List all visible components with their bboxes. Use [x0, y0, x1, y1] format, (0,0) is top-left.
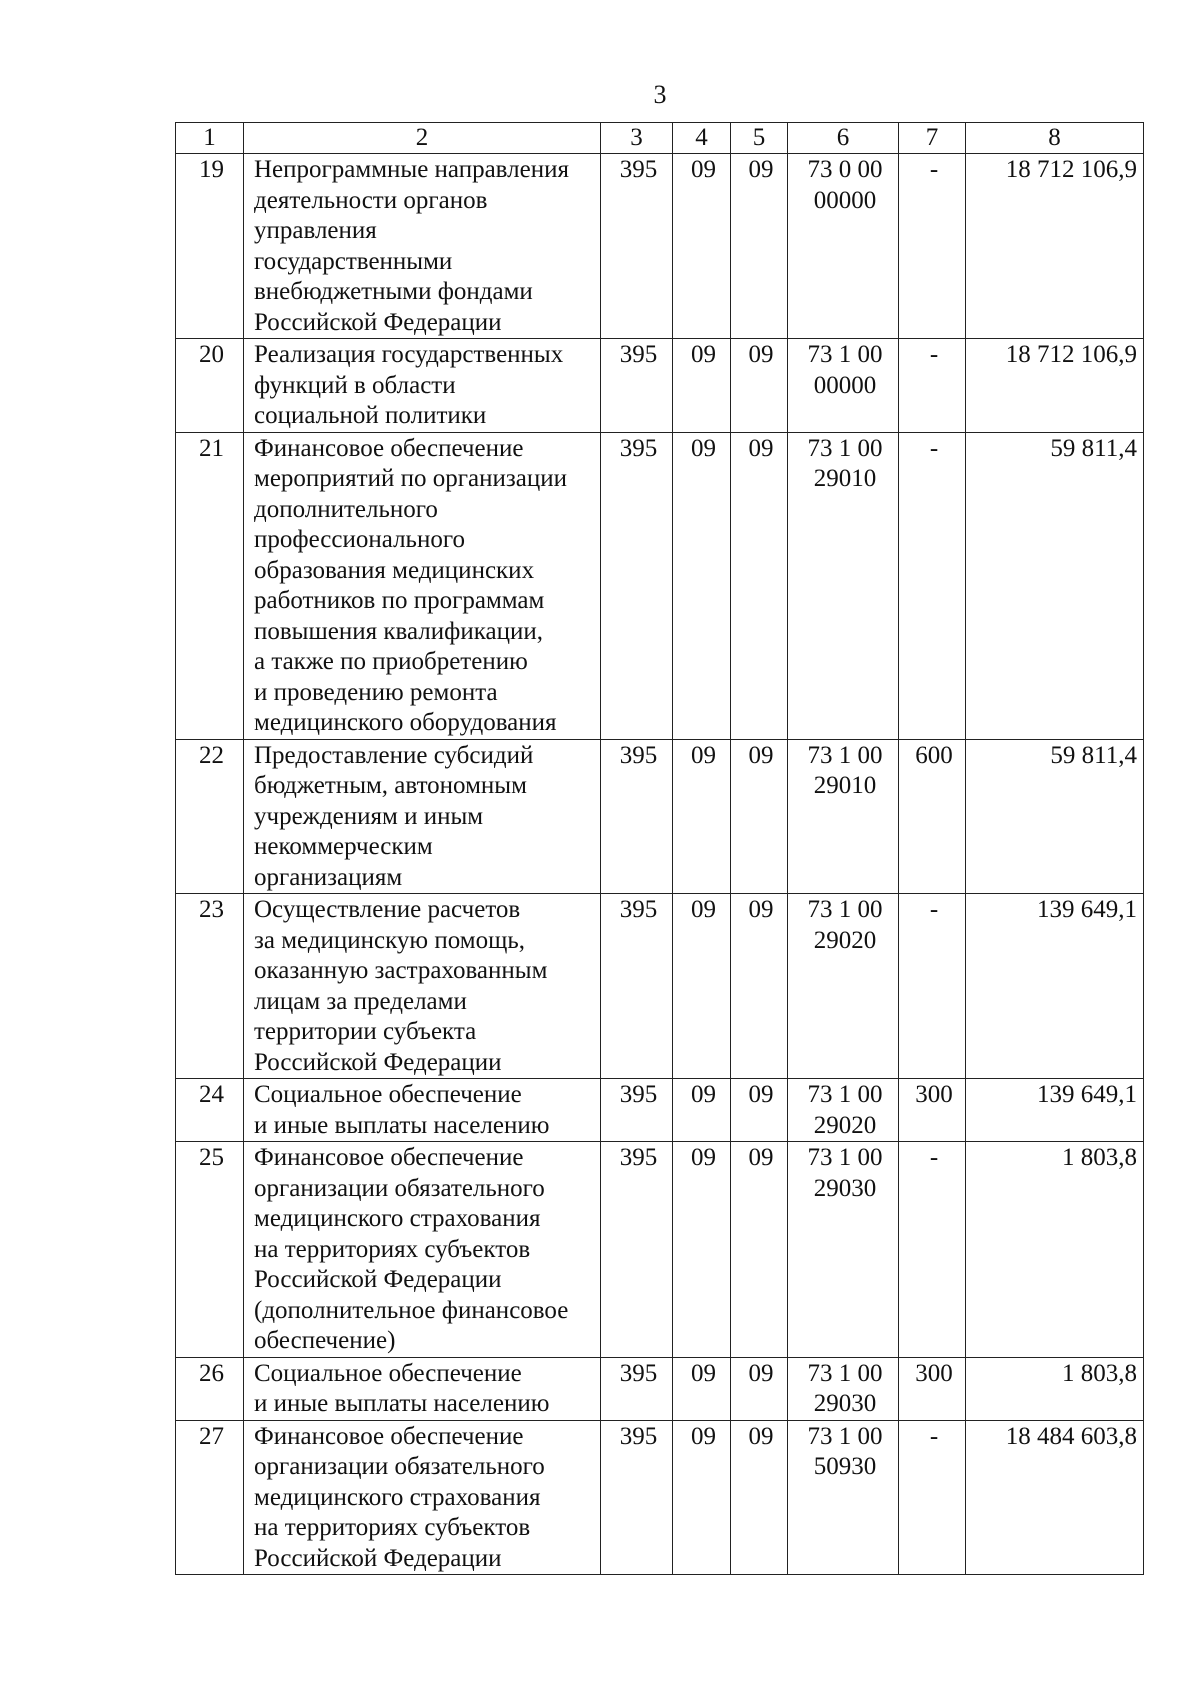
target-article-line: 50930 — [813, 1453, 877, 1480]
row-name-line: медицинского страхования — [254, 1205, 541, 1232]
row-name-line: организации обязательного — [254, 1453, 545, 1480]
target-article-line: 29030 — [813, 1390, 877, 1417]
subsection-code-cell: 09 — [731, 339, 788, 433]
expense-type-cell: - — [899, 154, 966, 339]
chapter-code-cell: 395 — [601, 1079, 673, 1142]
target-article-cell — [788, 1142, 899, 1358]
header-cell-6: 6 — [788, 123, 899, 154]
amount-cell: 18 712 106,9 — [966, 339, 1144, 433]
target-article-line: 73 1 00 — [807, 741, 883, 769]
row-name-line: Социальное обеспечение — [254, 1359, 522, 1387]
row-name-line: деятельности органов — [254, 186, 488, 214]
chapter-code-cell: 395 — [601, 1420, 673, 1575]
row-name-line: Финансовое обеспечение — [254, 1144, 524, 1171]
row-name-line: медицинского оборудования — [254, 709, 557, 736]
row-number-cell: 27 — [176, 1420, 244, 1575]
table-body — [176, 154, 1144, 1575]
row-name-line: Реализация государственных — [254, 341, 564, 368]
row-name-line: Российской Федерации — [254, 1266, 502, 1293]
table-row — [176, 894, 1144, 1079]
target-article-cell — [788, 894, 899, 1079]
target-article-line: 29020 — [813, 926, 877, 954]
row-name-line: Российской Федерации — [254, 1544, 502, 1572]
section-code-cell: 09 — [673, 1142, 731, 1358]
row-name-line: внебюджетными фондами — [254, 278, 533, 305]
amount-cell: 59 811,4 — [966, 432, 1144, 739]
expense-type-cell: 600 — [899, 739, 966, 894]
expense-type-cell: 300 — [899, 1079, 966, 1142]
table-row — [176, 154, 1144, 339]
subsection-code-cell: 09 — [731, 1357, 788, 1420]
section-code-cell: 09 — [673, 339, 731, 433]
table-row — [176, 432, 1144, 739]
header-row — [176, 123, 1144, 154]
row-name-cell — [244, 894, 601, 1079]
header-cell-1: 1 — [176, 123, 244, 154]
row-name-line: государственными — [254, 247, 453, 275]
target-article-cell — [788, 1079, 899, 1142]
target-article-cell — [788, 1420, 899, 1575]
amount-cell: 139 649,1 — [966, 1079, 1144, 1142]
row-name-line: профессионального — [254, 526, 465, 553]
row-name-line: обеспечение) — [254, 1327, 396, 1354]
header-cell-3: 3 — [601, 123, 673, 154]
header-cell-4: 4 — [673, 123, 731, 154]
subsection-code-cell: 09 — [731, 739, 788, 894]
section-code-cell: 09 — [673, 154, 731, 339]
chapter-code-cell: 395 — [601, 432, 673, 739]
row-name-line: и иные выплаты населению — [254, 1390, 550, 1417]
target-article-line: 73 1 00 — [807, 1422, 883, 1450]
header-cell-8: 8 — [966, 123, 1144, 154]
table-row — [176, 1420, 1144, 1575]
chapter-code-cell: 395 — [601, 894, 673, 1079]
row-number-cell: 26 — [176, 1357, 244, 1420]
chapter-code-cell: 395 — [601, 1357, 673, 1420]
row-number-cell: 20 — [176, 339, 244, 433]
target-article-line: 29010 — [813, 465, 877, 492]
row-name-line: образования медицинских — [254, 556, 535, 584]
section-code-cell: 09 — [673, 432, 731, 739]
row-number-cell: 19 — [176, 154, 244, 339]
row-number-cell: 21 — [176, 432, 244, 739]
target-article-line: 29030 — [813, 1174, 877, 1202]
target-article-line: 73 1 00 — [807, 341, 883, 368]
subsection-code-cell: 09 — [731, 154, 788, 339]
target-article-line: 00000 — [813, 186, 877, 214]
section-code-cell: 09 — [673, 894, 731, 1079]
target-article-line: 00000 — [813, 371, 877, 399]
row-number-cell: 23 — [176, 894, 244, 1079]
row-name-line: мероприятий по организации — [254, 465, 567, 492]
subsection-code-cell: 09 — [731, 1079, 788, 1142]
row-name-line: лицам за пределами — [254, 987, 467, 1015]
row-name-line: Финансовое обеспечение — [254, 1422, 524, 1450]
amount-cell: 1 803,8 — [966, 1142, 1144, 1358]
row-name-line: функций в области — [254, 371, 456, 399]
row-name-cell — [244, 1142, 601, 1358]
row-name-line: (дополнительное финансовое — [254, 1296, 569, 1324]
expense-type-cell: - — [899, 894, 966, 1079]
row-name-line: Социальное обеспечение — [254, 1081, 522, 1108]
row-number-cell: 25 — [176, 1142, 244, 1358]
row-name-line: на территориях субъектов — [254, 1235, 531, 1263]
target-article-cell — [788, 432, 899, 739]
chapter-code-cell: 395 — [601, 339, 673, 433]
row-name-line: территории субъекта — [254, 1018, 477, 1045]
chapter-code-cell: 395 — [601, 1142, 673, 1358]
target-article-line: 73 1 00 — [807, 1081, 883, 1108]
subsection-code-cell: 09 — [731, 1420, 788, 1575]
header-cell-7: 7 — [899, 123, 966, 154]
chapter-code-cell: 395 — [601, 739, 673, 894]
section-code-cell: 09 — [673, 1420, 731, 1575]
row-name-line: дополнительного — [254, 495, 438, 523]
section-code-cell: 09 — [673, 1079, 731, 1142]
row-name-cell — [244, 154, 601, 339]
row-name-line: Предоставление субсидий — [254, 741, 534, 769]
row-name-line: учреждениям и иным — [254, 802, 484, 830]
row-name-line: Российской Федерации — [254, 308, 502, 336]
expense-type-cell: - — [899, 432, 966, 739]
row-name-line: и проведению ремонта — [254, 678, 498, 706]
target-article-line: 73 0 00 — [807, 156, 883, 183]
amount-cell: 1 803,8 — [966, 1357, 1144, 1420]
expense-type-cell: - — [899, 1142, 966, 1358]
target-article-line: 29020 — [813, 1111, 877, 1139]
row-name-line: медицинского страхования — [254, 1483, 541, 1511]
row-name-cell — [244, 432, 601, 739]
target-article-line: 73 1 00 — [807, 1144, 883, 1171]
subsection-code-cell: 09 — [731, 894, 788, 1079]
amount-cell: 18 712 106,9 — [966, 154, 1144, 339]
budget-table — [175, 122, 1144, 1575]
row-name-line: социальной политики — [254, 402, 487, 429]
row-name-cell — [244, 1357, 601, 1420]
section-code-cell: 09 — [673, 1357, 731, 1420]
target-article-line: 29010 — [813, 772, 877, 799]
page-number: 3 — [653, 80, 667, 109]
target-article-line: 73 1 00 — [807, 896, 883, 923]
section-code-cell: 09 — [673, 739, 731, 894]
header-cell-5: 5 — [731, 123, 788, 154]
row-name-line: оказанную застрахованным — [254, 957, 548, 984]
subsection-code-cell: 09 — [731, 432, 788, 739]
table-row — [176, 1357, 1144, 1420]
expense-type-cell: - — [899, 339, 966, 433]
subsection-code-cell: 09 — [731, 1142, 788, 1358]
row-name-line: некоммерческим — [254, 833, 433, 860]
row-name-line: Непрограммные направления — [254, 156, 569, 183]
row-name-line: и иные выплаты населению — [254, 1111, 550, 1139]
table-row — [176, 1079, 1144, 1142]
table-row — [176, 739, 1144, 894]
amount-cell: 139 649,1 — [966, 894, 1144, 1079]
row-name-line: повышения квалификации, — [254, 617, 543, 645]
expense-type-cell: - — [899, 1420, 966, 1575]
row-number-cell: 22 — [176, 739, 244, 894]
target-article-line: 73 1 00 — [807, 434, 883, 462]
table-row — [176, 1142, 1144, 1358]
row-name-line: работников по программам — [254, 587, 545, 614]
target-article-cell — [788, 739, 899, 894]
row-name-line: на территориях субъектов — [254, 1514, 531, 1541]
target-article-cell — [788, 339, 899, 433]
row-name-cell — [244, 339, 601, 433]
row-name-cell — [244, 1079, 601, 1142]
row-name-line: Осуществление расчетов — [254, 896, 521, 923]
row-name-line: управления — [254, 217, 377, 244]
target-article-cell — [788, 1357, 899, 1420]
row-name-line: Финансовое обеспечение — [254, 434, 524, 462]
header-cell-2: 2 — [244, 123, 601, 154]
table-row — [176, 339, 1144, 433]
row-name-line: Российской Федерации — [254, 1048, 502, 1076]
row-name-line: за медицинскую помощь, — [254, 926, 525, 954]
row-number-cell: 24 — [176, 1079, 244, 1142]
row-name-cell — [244, 1420, 601, 1575]
row-name-line: организациям — [254, 863, 403, 891]
chapter-code-cell: 395 — [601, 154, 673, 339]
target-article-cell — [788, 154, 899, 339]
amount-cell: 59 811,4 — [966, 739, 1144, 894]
row-name-line: бюджетным, автономным — [254, 772, 527, 799]
row-name-line: организации обязательного — [254, 1174, 545, 1202]
row-name-cell — [244, 739, 601, 894]
expense-type-cell: 300 — [899, 1357, 966, 1420]
amount-cell: 18 484 603,8 — [966, 1420, 1144, 1575]
row-name-line: а также по приобретению — [254, 648, 528, 675]
target-article-line: 73 1 00 — [807, 1359, 883, 1387]
